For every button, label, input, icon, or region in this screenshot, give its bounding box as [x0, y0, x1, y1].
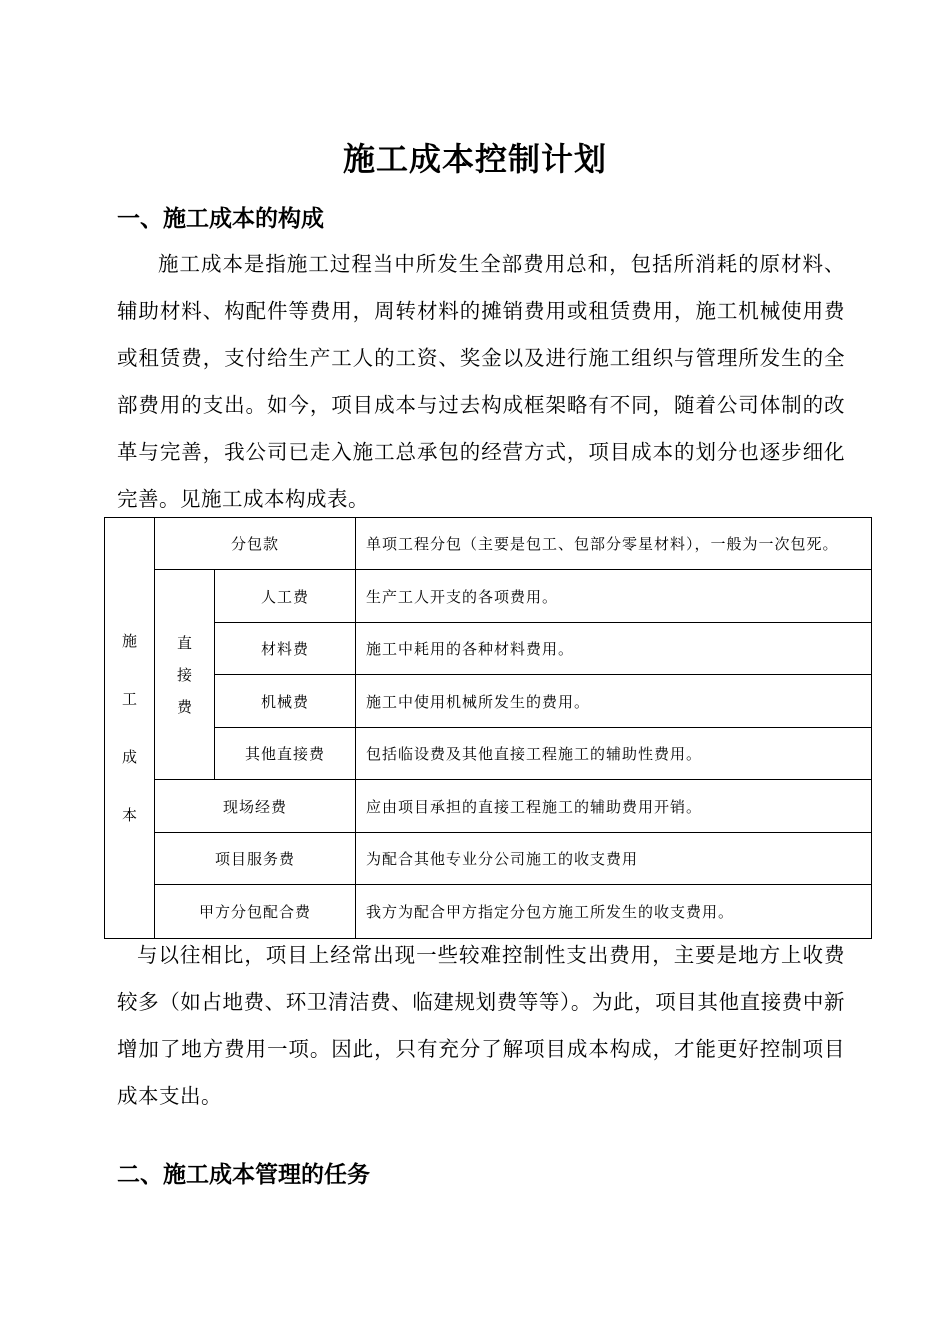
table-row-desc: 包括临设费及其他直接工程施工的辅助性费用。 — [356, 728, 872, 780]
table-row-item: 其他直接费 — [215, 728, 356, 780]
paragraph-cost-definition: 施工成本是指施工过程当中所发生全部费用总和，包括所消耗的原材料、辅助材料、构配件等费用，周转材料的摊销费用或租赁费用，施工机械使用费或租赁费，支付给生产工人的工资、奖金以及进行施工组织与管理所发生的全部费用的支出。如今，项目成本与过去构成框架略有不同，随着公司体制的改革与完善，我公司已走入施工总承包的经营方式，项目成本的划分也逐步细化完善。见施工成本构成表。 — [117, 252, 845, 511]
table-group-label: 施 工 成 本 — [105, 518, 155, 939]
table-row-item: 机械费 — [215, 675, 356, 728]
table-subgroup-label: 直 接 费 — [155, 570, 215, 780]
table-row-item: 材料费 — [215, 623, 356, 675]
table-row-desc: 施工中耗用的各种材料费用。 — [356, 623, 872, 675]
table-row-item: 现场经费 — [155, 780, 356, 833]
table-row-desc: 单项工程分包（主要是包工、包部分零星材料），一般为一次包死。 — [356, 518, 872, 570]
paragraph-local-fees: 与以往相比，项目上经常出现一些较难控制性支出费用，主要是地方上收费较多（如占地费、环卫清洁费、临建规划费等等）。为此，项目其他直接费中新增加了地方费用一项。因此，只有充分了解项目成本构成，才能更好控制项目成本支出。 — [117, 943, 845, 1108]
table-row-desc: 应由项目承担的直接工程施工的辅助费用开销。 — [356, 780, 872, 833]
table-row-item: 人工费 — [215, 570, 356, 623]
section-heading-cost-management-tasks: 二、施工成本管理的任务 — [117, 1161, 370, 1188]
table-row-desc: 生产工人开支的各项费用。 — [356, 570, 872, 623]
table-row-item: 甲方分包配合费 — [155, 885, 356, 939]
section-heading-cost-composition: 一、施工成本的构成 — [117, 205, 324, 232]
cost-composition-table — [104, 517, 872, 939]
document-title: 施工成本控制计划 — [342, 140, 607, 178]
table-row-item: 分包款 — [155, 518, 356, 570]
table-row-item: 项目服务费 — [155, 833, 356, 885]
table-row-desc: 为配合其他专业分公司施工的收支费用 — [356, 833, 872, 885]
table-row-desc: 我方为配合甲方指定分包方施工所发生的收支费用。 — [356, 885, 872, 939]
table-row-desc: 施工中使用机械所发生的费用。 — [356, 675, 872, 728]
